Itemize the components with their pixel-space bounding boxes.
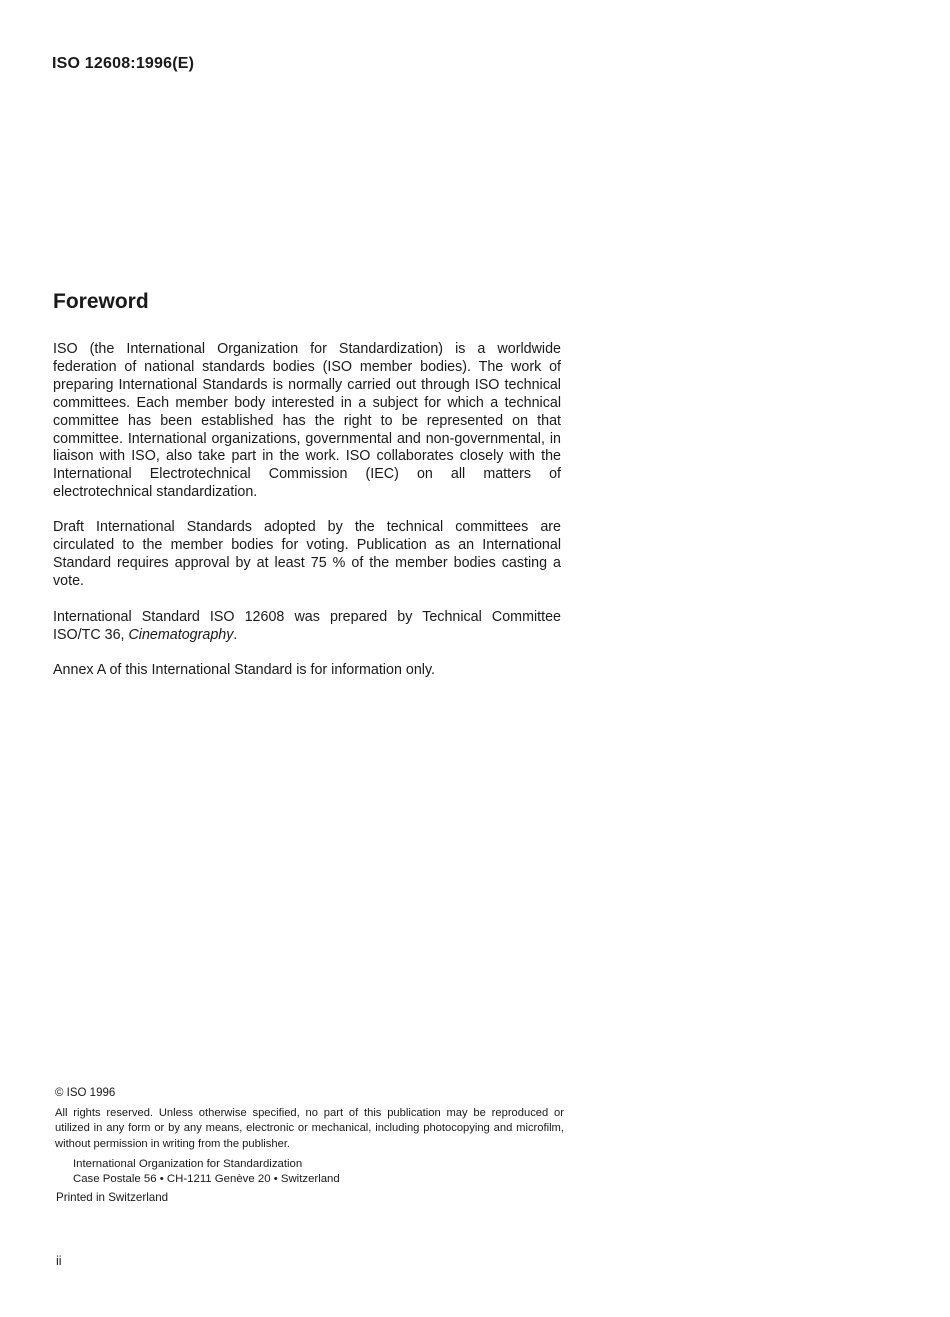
publisher-name: International Organization for Standardization: [73, 1158, 303, 1170]
rights-statement: All rights reserved. Unless otherwise specified, no part of this publication may be reproduced or utilized in any form or by any means, electronic or mechanical, including photocopying and microfilm, without permission in writing from the publisher.: [55, 1107, 564, 1150]
committee-title: Cinematography: [128, 626, 234, 643]
foreword-paragraph-2: Draft International Standards adopted by the technical committees are circulated to the member bodies for voting. Publication as an International Standard requires approval by at least 75 % of the member bodies casting a vote.: [53, 519, 561, 589]
paragraph-3-end: .: [233, 626, 238, 643]
publisher-postal-address: Case Postale 56 • CH-1211 Genève 20 • Switzerland: [73, 1173, 340, 1185]
paragraph-3-text: International Standard ISO 12608 was prepared by Technical Committee ISO/TC 36,: [53, 609, 561, 643]
document-id: ISO 12608:1996(E): [52, 55, 195, 72]
foreword-paragraph-3: [53, 609, 561, 645]
publisher-address: [73, 1157, 340, 1187]
page-number: ii: [56, 1254, 62, 1268]
section-title: Foreword: [53, 290, 149, 313]
foreword-paragraph-4: Annex A of this International Standard is for information only.: [53, 662, 436, 678]
printed-in: Printed in Switzerland: [56, 1191, 169, 1204]
copyright-notice: © ISO 1996: [55, 1087, 116, 1099]
foreword-paragraph-1: ISO (the International Organization for Standardization) is a worldwide federation of national standards bodies (ISO member bodies). The work of preparing International Standards is normally carried out through ISO technical committees. Each member body interested in a subject for which a technical committee has been established has the right to be represented on that committee. International organizations, governmental and non-governmental, in liaison with ISO, also take part in the work. ISO collaborates closely with the International Electrotechnical Commission (IEC) on all matters of electrotechnical standardization.: [53, 341, 561, 501]
